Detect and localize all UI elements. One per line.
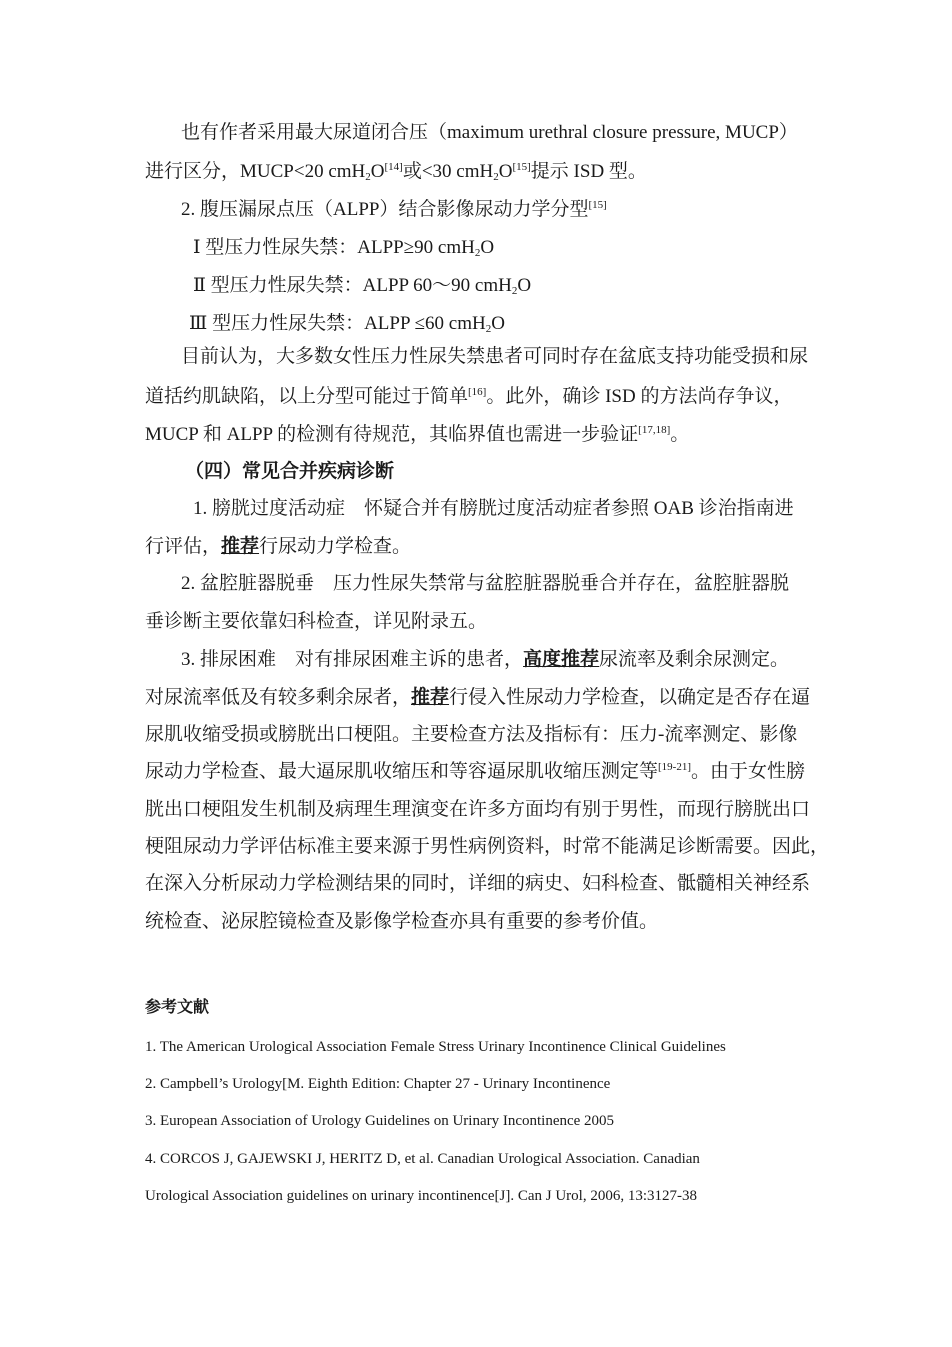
text-span: 也有作者采用最大尿道闭合压（maximum urethral closure pressure, MUCP） <box>181 122 798 143</box>
text-span: 对尿流率低及有较多剩余尿者， <box>145 687 412 708</box>
text-span: 道括约肌缺陷，以上分型可能过于简单 <box>145 386 469 407</box>
citation-superscript: [14] <box>384 161 403 173</box>
subscript: 2 <box>474 247 481 259</box>
text-span: O <box>370 161 385 182</box>
text-span: 提示 ISD 型。 <box>530 161 647 182</box>
paragraph-line <box>193 496 863 522</box>
text-span: 行侵入性尿动力学检查，以确定是否存在逼 <box>449 687 811 708</box>
text-span: Ⅰ 型压力性尿失禁：ALPP≥90 cmH <box>193 237 475 258</box>
subscript: 2 <box>365 171 371 183</box>
reference-item: 4. CORCOS J, GAJEWSKI J, HERITZ D, et al. Canadian Urological Association. Canadian <box>145 1151 700 1167</box>
text-span: 在深入分析尿动力学检测结果的同时，详细的病史、妇科检查、骶髓相关神经系 <box>145 873 811 894</box>
paragraph-line <box>181 344 851 370</box>
citation-superscript: [17,18] <box>638 424 671 436</box>
recommendation-tag: 推荐 <box>221 536 260 557</box>
text-span: 胱出口梗阻发生机制及病理生理演变在许多方面均有别于男性，而现行膀胱出口 <box>145 799 811 820</box>
paragraph-line <box>145 834 830 860</box>
text-span: 尿动力学检查、最大逼尿肌收缩压和等容逼尿肌收缩压测定等 <box>145 761 659 782</box>
recommendation-tag: 高度推荐 <box>523 649 600 670</box>
text-span: 2. 腹压漏尿点压（ALPP）结合影像尿动力学分型 <box>181 199 589 220</box>
paragraph-line <box>145 609 815 635</box>
recommendation-tag: 推荐 <box>411 687 450 708</box>
paragraph-line <box>145 685 815 711</box>
paragraph-line <box>181 197 851 225</box>
citation-superscript: [15] <box>512 161 531 173</box>
text-span: 垂诊断主要依靠妇科检查，详见附录五。 <box>145 611 488 632</box>
paragraph-line <box>145 534 815 560</box>
text-span: 。此外，确诊 ISD 的方法尚存争议， <box>486 386 793 407</box>
text-span: 或<30 cmH <box>402 161 494 182</box>
paragraph-line <box>145 797 815 823</box>
text-span: Ⅱ 型压力性尿失禁：ALPP 60～90 cmH <box>193 275 512 296</box>
subscript: 2 <box>493 171 499 183</box>
text-span: 行评估， <box>145 536 222 557</box>
paragraph-line <box>145 384 815 412</box>
classification-line <box>189 311 859 339</box>
text-span: 。 <box>670 424 690 445</box>
reference-item: Urological Association guidelines on urinary incontinence[J]. Can J Urol, 2006, 13:3127-38 <box>145 1188 697 1204</box>
citation-superscript: [16] <box>468 386 487 398</box>
references-title: 参考文献 <box>145 999 210 1016</box>
reference-item: 1. The American Urological Association Female Stress Urinary Incontinence Clinical Guidelines <box>145 1039 726 1055</box>
paragraph-line <box>145 871 815 897</box>
text-span: 3. 排尿困难 对有排尿困难主诉的患者， <box>181 649 524 670</box>
paragraph-line <box>145 909 815 935</box>
text-span: O <box>480 237 495 258</box>
subscript: 2 <box>485 323 492 335</box>
text-span: MUCP 和 ALPP 的检测有待规范，其临界值也需进一步验证 <box>145 424 639 445</box>
paragraph-line <box>181 120 851 146</box>
classification-line <box>193 273 863 301</box>
paragraph-line <box>145 759 815 787</box>
classification-line <box>193 235 863 263</box>
paragraph-line <box>181 571 851 597</box>
text-span: 尿肌收缩受损或膀胱出口梗阻。主要检查方法及指标有：压力-流率测定、影像 <box>145 724 798 745</box>
text-span: 统检查、泌尿腔镜检查及影像学检查亦具有重要的参考价值。 <box>145 911 659 932</box>
text-span: O <box>517 275 532 296</box>
text-span: 行尿动力学检查。 <box>259 536 412 557</box>
paragraph-line <box>181 647 851 673</box>
text-span: 尿流率及剩余尿测定。 <box>599 649 790 670</box>
text-span: 目前认为，大多数女性压力性尿失禁患者可同时存在盆底支持功能受损和尿 <box>181 346 809 367</box>
reference-item: 2. Campbell’s Urology[M. Eighth Edition: Chapter 27 - Urinary Incontinence <box>145 1076 611 1092</box>
paragraph-line <box>145 722 815 748</box>
text-span: 梗阻尿动力学评估标准主要来源于男性病例资料，时常不能满足诊断需要。因此， <box>145 836 830 857</box>
paragraph-line <box>145 422 815 450</box>
text-span: 。由于女性膀 <box>691 761 806 782</box>
paragraph-line <box>145 159 815 187</box>
reference-item: 3. European Association of Urology Guidelines on Urinary Incontinence 2005 <box>145 1113 615 1129</box>
text-span: 2. 盆腔脏器脱垂 压力性尿失禁常与盆腔脏器脱垂合并存在，盆腔脏器脱 <box>181 573 790 594</box>
subscript: 2 <box>511 285 518 297</box>
text-span: Ⅲ 型压力性尿失禁：ALPP ≤60 cmH <box>189 313 486 334</box>
text-span: 1. 膀胱过度活动症 怀疑合并有膀胱过度活动症者参照 OAB 诊治指南进 <box>193 498 794 519</box>
text-span: 进行区分，MUCP<20 cmH <box>145 161 366 182</box>
citation-superscript: [19-21] <box>658 761 692 773</box>
text-span: O <box>491 313 505 334</box>
text-span: O <box>498 161 513 182</box>
section-heading: （四）常见合并疾病诊断 <box>185 461 395 482</box>
citation-superscript: [15] <box>588 199 607 211</box>
